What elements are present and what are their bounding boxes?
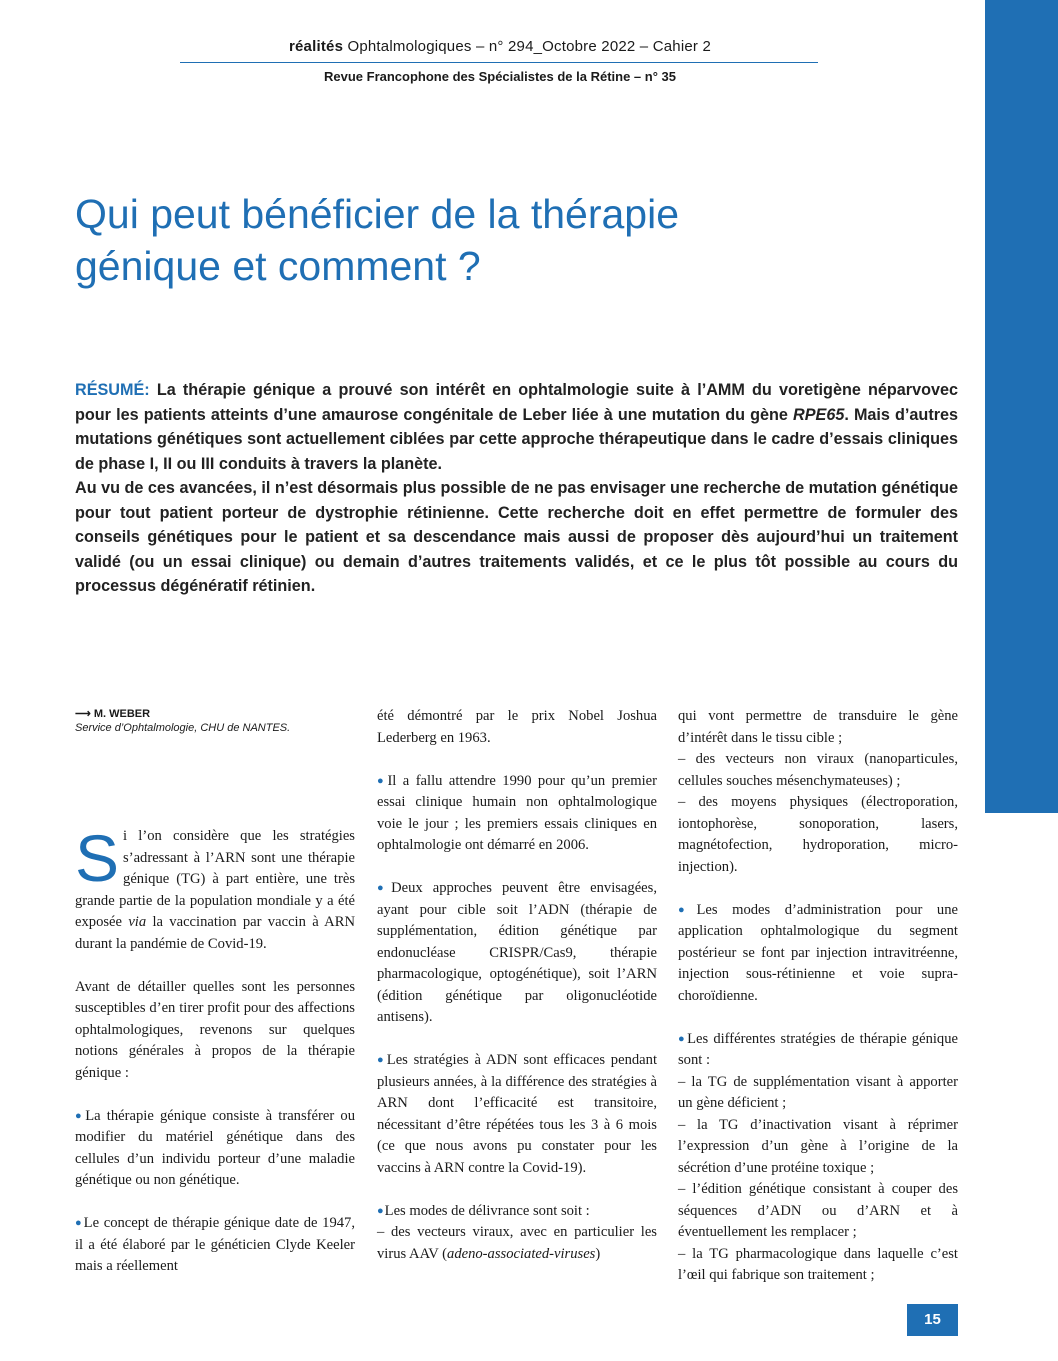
- bullet-icon: ●: [377, 774, 387, 787]
- intro-paragraph: [75, 821, 355, 955]
- paragraph-text: ): [595, 1245, 601, 1262]
- drop-cap: S: [75, 821, 120, 895]
- paragraph-text: – des moyens physiques (électroporation, iontophorèse, sonoporation, lasers, magnétofection, hydroporation, micro-injection).: [678, 794, 958, 875]
- journal-brand: réalités: [288, 38, 344, 55]
- bullet-icon: ●: [678, 903, 696, 916]
- list-item: – l’édition génétique consistant à couper des séquences d’ADN ou d’ARN et à éventuellement les remplacer ;: [678, 1181, 958, 1240]
- paragraph-text: Les modes d’administration pour une application ophtalmologique du segment postérieur se font par injection intravitréenne, injection sous-rétinienne et voie supra-choroïdienne.: [678, 901, 958, 1004]
- header-rule: [180, 62, 818, 63]
- gene-name: RPE65: [793, 405, 845, 424]
- abstract: [75, 378, 958, 599]
- bullet-paragraph: [678, 1029, 958, 1287]
- bullet-paragraph: [377, 771, 657, 857]
- paragraph-text: Les différentes stratégies de thérapie génique sont :: [678, 1030, 958, 1068]
- paragraph-text: Il a fallu attendre 1990 pour qu’un premier essai clinique humain non ophtalmologique voie le jour ; les premiers essais cliniques en ophtalmologie ont démarré en 2006.: [377, 772, 657, 853]
- journal-issue: Ophtalmologiques – n° 294_Octobre 2022 – Cahier 2: [347, 38, 712, 55]
- arrow-icon: ⟶: [75, 708, 91, 720]
- bullet-icon: ●: [678, 1032, 687, 1045]
- paragraph-text: La thérapie génique consiste à transférer ou modifier du matériel génétique dans des cellules d’un individu porteur d’une maladie génétique ou non génétique.: [75, 1107, 355, 1188]
- abstract-label: RÉSUMÉ:: [75, 381, 150, 399]
- bullet-paragraph: [678, 900, 958, 1008]
- paragraph: [678, 706, 958, 878]
- bullet-paragraph: [75, 1106, 355, 1192]
- bullet-paragraph: [75, 1213, 355, 1278]
- bullet-icon: ●: [377, 1054, 386, 1066]
- abstract-paragraph-2: Au vu de ces avancées, il n’est désormais plus possible de ne pas envisager une recherche de mutation génétique pour tout patient porteur de dystrophie rétinienne. Cette recherche doit en effet permettre de formuler des conseils génétiques pour le patient et sa descendance mais aussi de proposer dès aujourd’hui un traitement validé (ou un essai clinique) ou demain d’autres traitements validés, et ce le plus tôt possible au cours du processus dégénératif rétinien.: [75, 479, 958, 595]
- paragraph-text: i l’on considère que les stratégies s’adressant à l’ARN sont une thérapie génique (TG) à part entière, une très grande partie de la population mondiale y a été exposée: [75, 828, 355, 930]
- journal-subtitle: Revue Francophone des Spécialistes de la Rétine – n° 35: [324, 69, 676, 84]
- author-name: [75, 707, 355, 720]
- author-affiliation: Service d’Ophtalmologie, CHU de NANTES.: [75, 722, 291, 734]
- page-number: 15: [907, 1304, 958, 1336]
- author-block: [75, 707, 355, 734]
- bullet-icon: ●: [377, 882, 391, 894]
- paragraph-text: – des vecteurs non viraux (nanoparticules, cellules souches mésenchymateuses) ;: [678, 751, 958, 789]
- paragraph-text: Le concept de thérapie génique date de 1947, il a été élaboré par le généticien Clyde Keeler mais a réellement: [75, 1215, 355, 1274]
- paragraph: Avant de détailler quelles sont les personnes susceptibles d’en tirer profit pour des affections ophtalmologiques, revenons sur quelques notions générales à propos de la thérapie génique :: [75, 978, 355, 1081]
- abstract-text: La thérapie génique a prouvé son intérêt en ophtalmologie suite à l’AMM du voretigène néparvovec pour les patients atteints d’une amaurose congénitale de Leber liée à une mutation du gène: [75, 381, 958, 424]
- side-color-bar: [985, 0, 1058, 813]
- paragraph-text: Les stratégies à ADN sont efficaces pendant plusieurs années, à la différence des stratégies à ARN dont l’efficacité est transitoire, nécessitant d’être répétées tous les 3 à 6 mois (ce que nous avons pu constater pour les vaccins à ARN contre la Covid-19).: [377, 1052, 657, 1176]
- bullet-paragraph: [377, 878, 657, 1029]
- author-name-text: M. WEBER: [93, 708, 151, 720]
- paragraph-text: Deux approches peuvent être envisagées, ayant pour cible soit l’ADN (thérapie de supplémentation, édition génétique par endonucléase CRISPR/Cas9, thérapie pharmacologique, optogénétique), soit l’ARN (édition génétique par oligonucléotide antisens).: [377, 880, 657, 1025]
- paragraph-text: Les modes de délivrance sont soit :: [384, 1202, 590, 1219]
- bullet-paragraph: [377, 1201, 657, 1266]
- paragraph-text: – des vecteurs viraux, avec en particulier les virus AAV (: [377, 1224, 657, 1262]
- italic-term: adeno-associated-viruses: [447, 1245, 596, 1262]
- list-item: – la TG pharmacologique dans laquelle c’est l’œil qui fabrique son traitement ;: [678, 1245, 958, 1283]
- paragraph-text: la vaccination par vaccin à ARN durant la pandémie de Covid-19.: [75, 914, 355, 952]
- title-line-2: génique et comment ?: [75, 243, 481, 289]
- paragraph: été démontré par le prix Nobel Joshua Lederberg en 1963.: [377, 708, 657, 746]
- bullet-icon: ●: [377, 1204, 384, 1217]
- body-column-3: [678, 706, 958, 1308]
- article-title: [75, 188, 935, 292]
- bullet-icon: ●: [75, 1217, 83, 1229]
- running-header: [0, 38, 1000, 55]
- list-item: – la TG de supplémentation visant à apporter un gène déficient ;: [678, 1073, 958, 1111]
- paragraph-text: qui vont permettre de transduire le gène d’intérêt dans le tissu cible ;: [678, 708, 958, 746]
- italic-word: via: [128, 914, 147, 930]
- abstract-paragraph-1: [75, 378, 958, 476]
- body-column-2: [377, 706, 657, 1287]
- bullet-icon: ●: [75, 1109, 85, 1122]
- list-item: – la TG d’inactivation visant à réprimer l’expression d’un gène à l’origine de la sécrétion d’une protéine toxique ;: [678, 1116, 958, 1176]
- bullet-paragraph: [377, 1050, 657, 1179]
- abstract-text: . Mais d’autres mutations génétiques sont actuellement ciblées par cette approche thérapeutique dans le cadre d’essais cliniques de phase I, II ou III conduits à travers la planète.: [75, 405, 959, 473]
- title-line-1: Qui peut bénéficier de la thérapie: [75, 191, 680, 237]
- body-column-1: [75, 821, 355, 1299]
